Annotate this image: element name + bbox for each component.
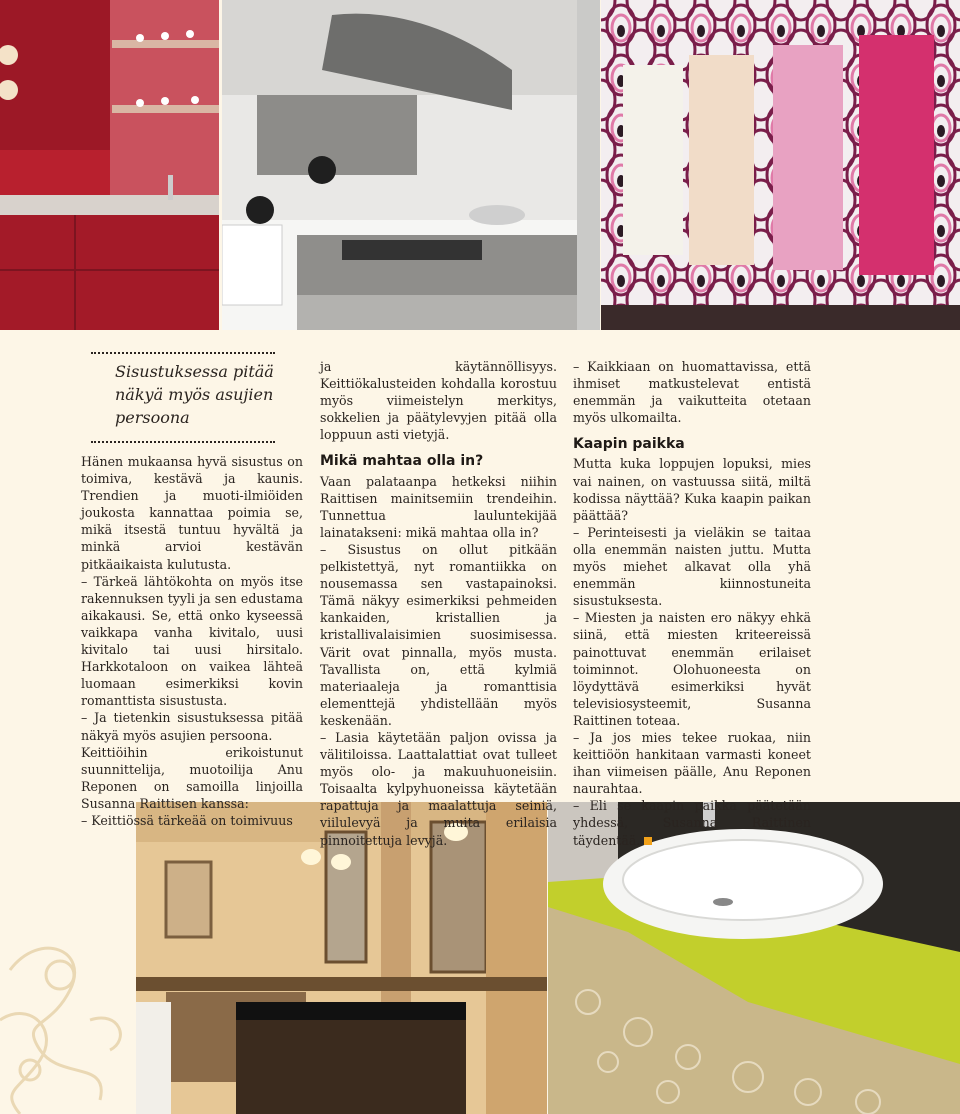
article-column-2 — [320, 358, 557, 849]
cabinets-wallpaper-photo — [601, 0, 960, 330]
end-of-article-mark — [644, 837, 652, 845]
paragraph: Hänen mukaansa hyvä sisustus on toimiva, kestävä ja kaunis. Trendien ja muoti-ilmiöiden joukosta kannattaa poimia se, mikä itsestä tuntuu hyvältä ja minkä arvioi kestävän pitkäaikaista kulutusta. — [81, 454, 303, 572]
article-column-1 — [81, 352, 303, 829]
paragraph: Vaan palataanpa hetkeksi niihin Raittisen mainitsemiin trendeihin. Tunnettua lauluntekijää lainatakseni: mikä mahtaa olla in? — [320, 473, 557, 540]
article-column-3 — [573, 358, 811, 849]
bathroom-mirrors-photo — [136, 802, 547, 1114]
section-heading: Mikä mahtaa olla in? — [320, 453, 484, 470]
paragraph: Keittiöihin erikoistunut suunnittelija, muotoilija Anu Reponen on samoilla linjoilla Susanna Raittisen kanssa: — [81, 744, 303, 811]
paragraph: – Kaikkiaan on huomattavissa, että ihmiset matkustelevat entistä enemmän ja vaikutteita otetaan myös ulkomailta. — [573, 359, 811, 426]
paragraph: – Lasia käytetään paljon ovissa ja välitiloissa. Laattalattiat ovat tulleet myös olo- ja makuuhuoneisiin. Toisaalta kylpyhuoneissa käytetään rapattuja ja maalattuja seiniä, viilulevyä ja muita erilaisia pinnoitettuja levyjä. — [320, 729, 557, 848]
paragraph: – Miesten ja naisten ero näkyy ehkä siinä, että miesten kriteereissä painottuvat enemmän erilaiset toiminnot. Olohuoneesta on löydyttävä esimerkiksi hyvät televisiosysteemit, Susanna Raittinen toteaa. — [573, 610, 811, 728]
pull-quote — [81, 352, 303, 443]
paragraph: – Tärkeä lähtökohta on myös itse rakennuksen tyyli ja sen edustama aikakausi. Se, että onko kyseessä vaikkapa vanha kivitalo, uusi kivitalo tai uusi hirsitalo. Harkkotaloon on vaikea lähteä luomaan esimerkiksi kovin romanttista sisustusta. — [81, 573, 303, 709]
paragraph: – Keittiössä tärkeää on toimivuus — [81, 812, 293, 828]
paragraph: – Perinteisesti ja vieläkin se taitaa olla enemmän naisten juttu. Mutta myös miehet alkavat olla yhä enemmän kiinnostuneita sisustuksesta. — [573, 524, 811, 609]
section-heading: Kaapin paikka — [573, 436, 685, 453]
closing-text: – Eli se kaapin paikka päätetään yhdessä, Susanna Raittinen täydentää. — [573, 798, 811, 848]
red-kitchen-photo — [0, 0, 219, 330]
paragraph: Mutta kuka loppujen lopuksi, mies vai nainen, on vastuussa siitä, miltä kodissa näyttää? Kuka kaapin paikan päättää? — [573, 456, 811, 523]
paragraph: ja käytännöllisyys. Keittiökalusteiden kohdalla korostuu myös viimeistelyn merkitys, sokkelien ja päätylevyjen pitää olla loppuun asti vietyjä. — [320, 359, 557, 443]
green-vanity-sink-photo — [548, 802, 960, 1114]
steel-kitchen-photo — [222, 0, 600, 330]
paragraph: – Sisustus on ollut pitkään pelkistettyä, nyt romantiikka on nousemassa sen vastapainoksi. Tämä näkyy esimerkiksi pehmeiden kankaiden, kristallien ja kristallivalaisimien suosimisessa. Värit ovat pinnalla, myös musta. Tavallista on, että kylmiä materiaaleja ja romanttisia elementtejä yhdistellään myös keskenään. — [320, 541, 557, 728]
pull-quote-text: Sisustuksessa pitää näkyä myös asujien persoona — [115, 362, 274, 427]
pull-quote-bottom-rule — [91, 441, 275, 443]
decorative-swirl-ornament — [0, 930, 140, 1114]
paragraph: – Ja jos mies tekee ruokaa, niin keittiöön hankitaan varmasti koneet ihan viimeisen päälle, Anu Reponen naurahtaa. — [573, 729, 811, 797]
closing-paragraph — [573, 797, 811, 848]
paragraph: – Ja tietenkin sisustuksessa pitää näkyä myös asujien persoona. — [81, 710, 303, 743]
